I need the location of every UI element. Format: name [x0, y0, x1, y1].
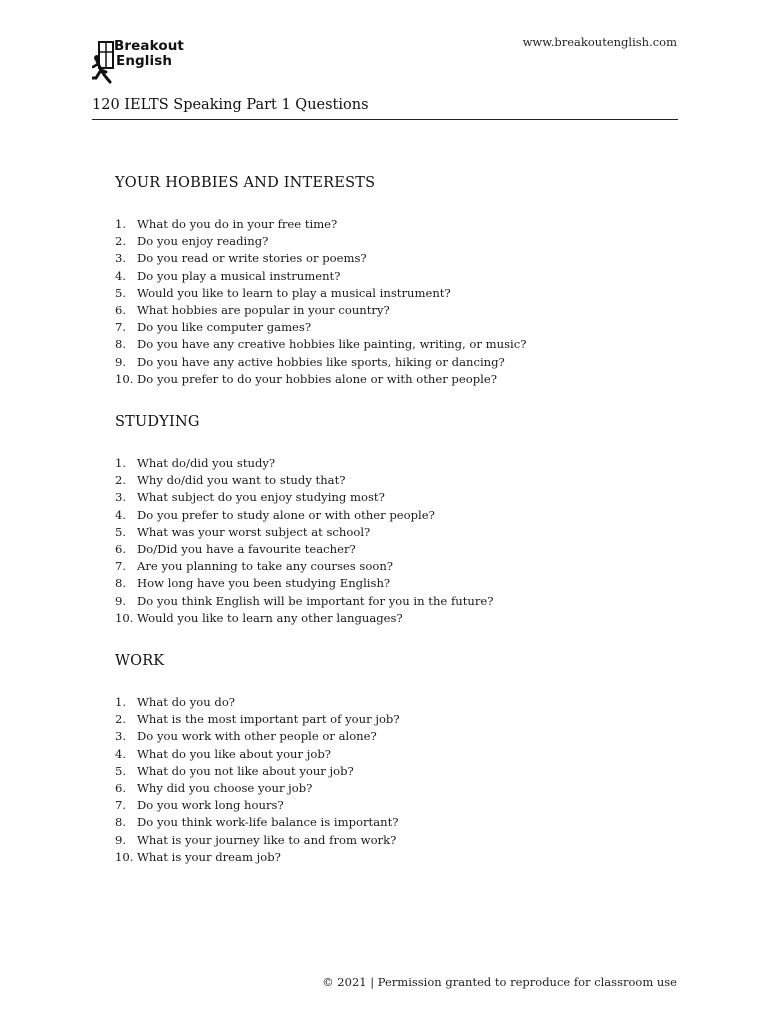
list-item	[115, 797, 400, 814]
footer-copyright: © 2021 | Permission granted to reproduce for classroom use	[322, 975, 677, 989]
question-number: 4.	[115, 268, 127, 283]
question-number: 9.	[115, 832, 127, 847]
section-hobbies	[115, 175, 526, 388]
question-text: Do you prefer to study alone or with other people?	[137, 507, 435, 522]
question-number: 5.	[115, 524, 127, 539]
question-text: What is your journey like to and from work?	[137, 832, 397, 847]
question-text: Do you play a musical instrument?	[137, 268, 341, 283]
question-number: 7.	[115, 559, 127, 574]
logo-line-breakout: Breakout	[114, 38, 184, 54]
list-item	[115, 233, 526, 250]
question-number: 7.	[115, 798, 127, 813]
list-item	[115, 763, 400, 780]
list-item	[115, 336, 526, 353]
question-number: 10.	[115, 371, 134, 386]
question-number: 8.	[115, 576, 127, 591]
question-text: Would you like to learn any other languages?	[137, 610, 403, 625]
list-item	[115, 728, 400, 745]
question-text: Do you think English will be important for you in the future?	[137, 593, 494, 608]
list-item	[115, 780, 400, 797]
list-item	[115, 302, 526, 319]
list-item	[115, 507, 493, 524]
list-item	[115, 541, 493, 558]
list-item	[115, 849, 400, 866]
list-item	[115, 711, 400, 728]
question-text: Would you like to learn to play a musical instrument?	[137, 285, 451, 300]
list-item	[115, 285, 526, 302]
question-text: Why did you choose your job?	[137, 780, 313, 795]
question-list	[115, 694, 400, 866]
section-heading: WORK	[115, 653, 165, 669]
question-text: Are you planning to take any courses soon?	[137, 559, 394, 574]
list-item	[115, 524, 493, 541]
title-divider	[92, 119, 678, 120]
question-text: Do you enjoy reading?	[137, 234, 269, 249]
site-url: www.breakoutenglish.com	[522, 35, 677, 49]
list-item	[115, 319, 526, 336]
list-item	[115, 575, 493, 592]
page-title: 120 IELTS Speaking Part 1 Questions	[92, 97, 369, 113]
list-item	[115, 746, 400, 763]
question-text: What is the most important part of your job?	[137, 712, 400, 727]
question-number: 5.	[115, 763, 127, 778]
question-text: What was your worst subject at school?	[137, 524, 371, 539]
question-text: Do you think work-life balance is important?	[137, 815, 399, 830]
list-item	[115, 216, 526, 233]
section-heading: STUDYING	[115, 414, 200, 430]
question-text: What do you not like about your job?	[137, 763, 354, 778]
question-number: 3.	[115, 251, 127, 266]
section-heading: YOUR HOBBIES AND INTERESTS	[115, 175, 376, 191]
question-number: 6.	[115, 780, 127, 795]
question-number: 9.	[115, 593, 127, 608]
question-number: 1.	[115, 456, 127, 470]
question-number: 2.	[115, 234, 127, 249]
list-item	[115, 354, 526, 371]
question-text: What subject do you enjoy studying most?	[137, 490, 385, 505]
question-number: 1.	[115, 217, 127, 231]
breakout-english-logo	[92, 38, 204, 86]
question-number: 4.	[115, 746, 127, 761]
question-number: 8.	[115, 815, 127, 830]
list-item	[115, 489, 493, 506]
list-item	[115, 593, 493, 610]
list-item	[115, 250, 526, 267]
question-text: What do/did you study?	[137, 456, 276, 470]
question-text: Do you like computer games?	[137, 320, 312, 335]
section-work	[115, 653, 400, 866]
question-text: What do you do in your free time?	[137, 217, 338, 231]
question-number: 9.	[115, 354, 127, 369]
list-item	[115, 694, 400, 711]
list-item	[115, 610, 493, 627]
question-text: Do/Did you have a favourite teacher?	[137, 541, 356, 556]
question-number: 10.	[115, 610, 134, 625]
list-item	[115, 472, 493, 489]
question-text: Do you prefer to do your hobbies alone or with other people?	[137, 371, 497, 386]
question-number: 10.	[115, 849, 134, 864]
section-studying	[115, 414, 493, 627]
question-text: How long have you been studying English?	[137, 576, 391, 591]
question-text: Do you work with other people or alone?	[137, 729, 377, 744]
running-person-icon	[92, 38, 116, 84]
question-list	[115, 216, 526, 388]
question-number: 2.	[115, 473, 127, 488]
list-item	[115, 268, 526, 285]
question-text: What is your dream job?	[137, 849, 281, 864]
list-item	[115, 371, 526, 388]
question-text: What hobbies are popular in your country?	[137, 302, 390, 317]
question-number: 4.	[115, 507, 127, 522]
question-number: 6.	[115, 541, 127, 556]
list-item	[115, 832, 400, 849]
question-list	[115, 455, 493, 627]
logo-wordmark	[114, 39, 184, 69]
list-item	[115, 558, 493, 575]
question-text: Do you have any active hobbies like sports, hiking or dancing?	[137, 354, 505, 369]
list-item	[115, 814, 400, 831]
question-number: 2.	[115, 712, 127, 727]
question-text: What do you do?	[137, 695, 236, 709]
list-item	[115, 455, 493, 472]
question-text: What do you like about your job?	[137, 746, 331, 761]
question-number: 5.	[115, 285, 127, 300]
question-number: 3.	[115, 729, 127, 744]
question-number: 1.	[115, 695, 127, 709]
question-number: 6.	[115, 302, 127, 317]
question-number: 8.	[115, 337, 127, 352]
question-number: 7.	[115, 320, 127, 335]
logo-line-english: English	[116, 53, 173, 69]
question-text: Do you have any creative hobbies like painting, writing, or music?	[137, 337, 527, 352]
question-text: Why do/did you want to study that?	[137, 473, 346, 488]
question-text: Do you work long hours?	[137, 798, 284, 813]
question-text: Do you read or write stories or poems?	[137, 251, 367, 266]
question-number: 3.	[115, 490, 127, 505]
